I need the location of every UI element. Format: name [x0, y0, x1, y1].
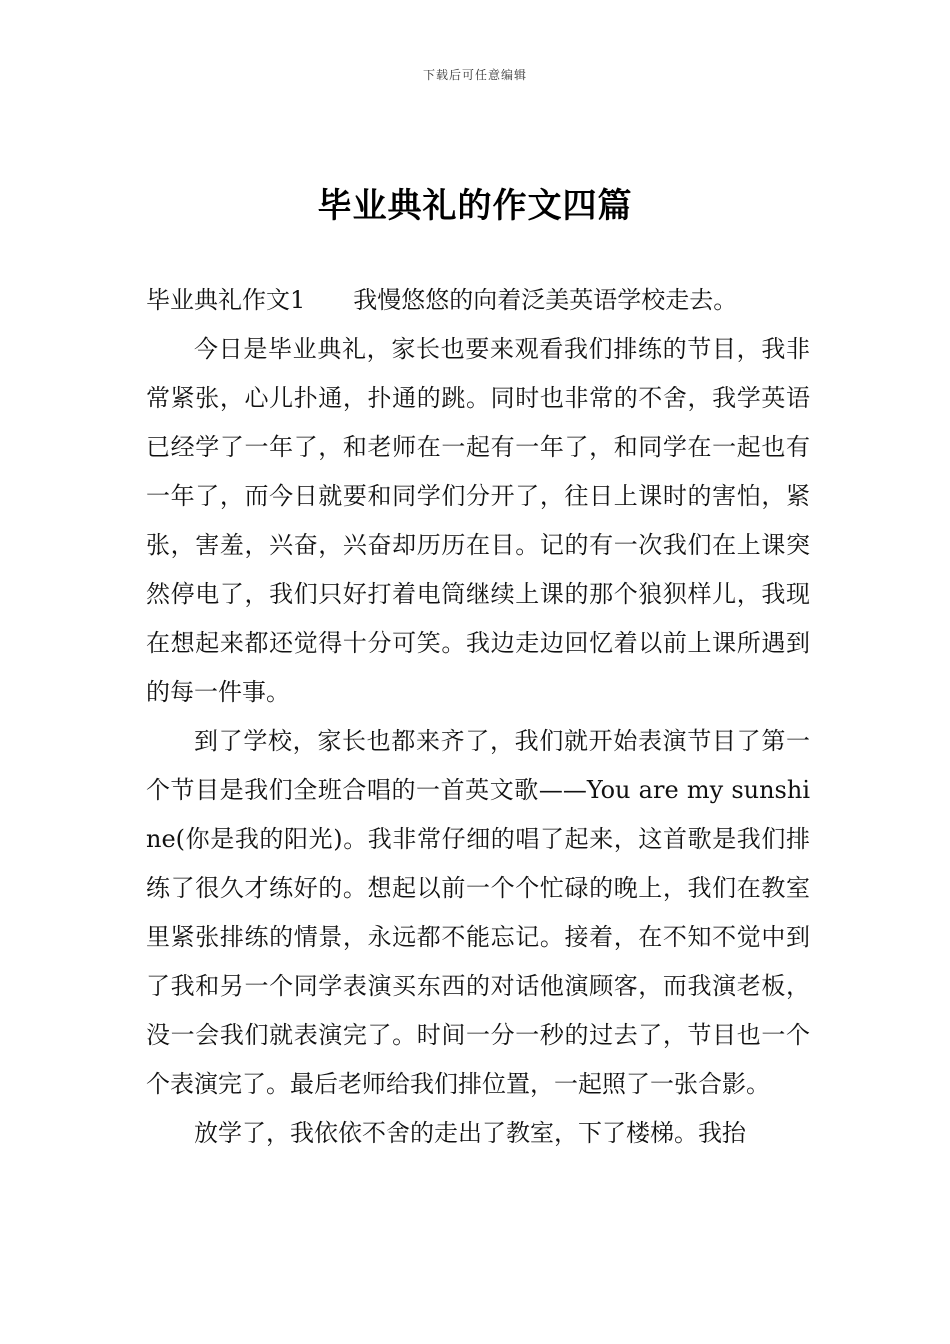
essay-paragraph: 到了学校，家长也都来齐了，我们就开始表演节目了第一个节目是我们全班合唱的一首英文歌——You are my sunshine(你是我的阳光)。我非常仔细的唱了起来，这首歌是我们排练了很久才练好的。想起以前一个个忙碌的晚上，我们在教室里紧张排练的情景，永远都不能忘记。接着，在不知不觉中到了我和另一个同学表演买东西的对话他演顾客，而我演老板，没一会我们就表演完了。时间一分一秒的过去了，节目也一个个表演完了。最后老师给我们排位置，一起照了一张合影。: [146, 727, 810, 1098]
document-title: 毕业典礼的作文四篇: [317, 186, 633, 226]
essay-first-line: [146, 276, 810, 325]
page-header-note: 下载后可任意编辑: [422, 68, 527, 82]
essay-paragraph: 放学了，我依依不舍的走出了教室，下了楼梯。我抬: [194, 1119, 746, 1147]
essay-section-label: 毕业典礼作文1: [146, 286, 306, 314]
essay-body: [146, 276, 810, 1158]
essay-paragraph: 今日是毕业典礼，家长也要来观看我们排练的节目，我非常紧张，心儿扑通，扑通的跳。同时也非常的不舍，我学英语已经学了一年了，和老师在一起有一年了，和同学在一起也有一年了，而今日就要和同学们分开了，往日上课时的害怕，紧张，害羞，兴奋，兴奋却历历在目。记的有一次我们在上课突然停电了，我们只好打着电筒继续上课的那个狼狈样儿，我现在想起来都还觉得十分可笑。我边走边回忆着以前上课所遇到的每一件事。: [146, 335, 810, 706]
essay-opening-sentence: 我慢悠悠的向着泛美英语学校走去。: [353, 286, 738, 314]
